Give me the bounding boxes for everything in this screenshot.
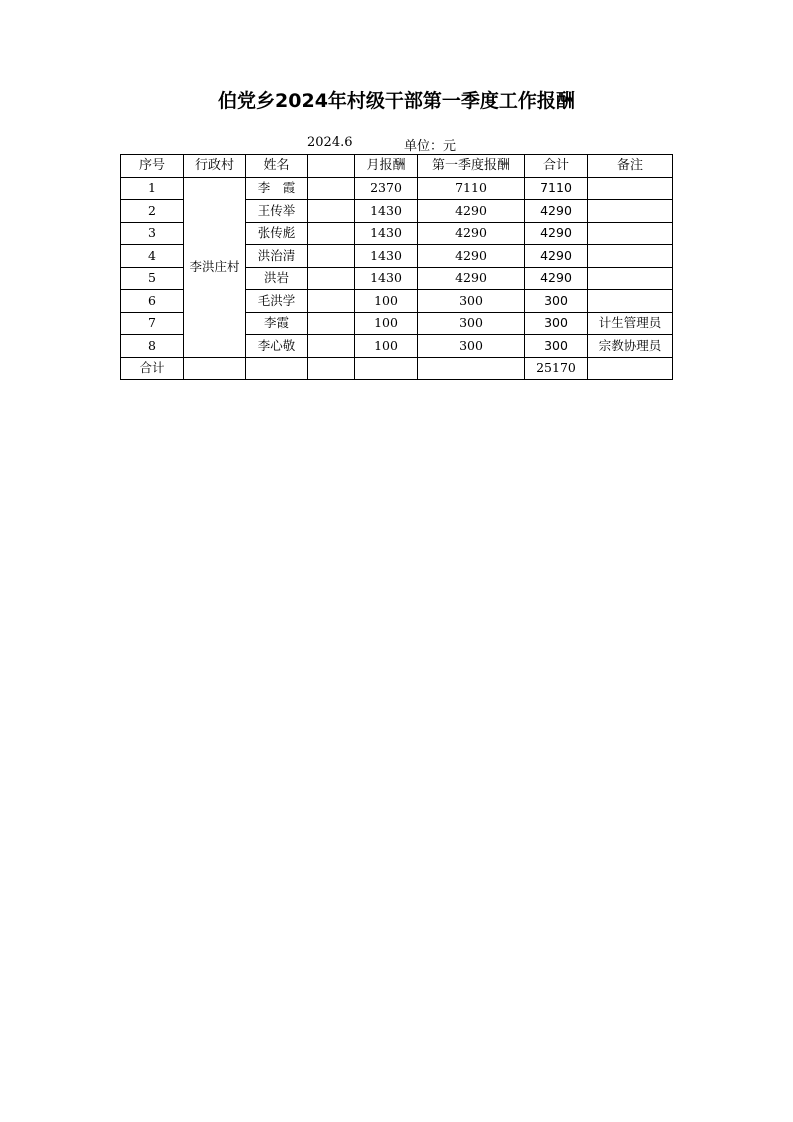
total-blank: [355, 357, 418, 380]
row-blank: [308, 245, 355, 268]
row-total: 4290: [525, 200, 588, 223]
row-note: [588, 200, 673, 223]
total-blank: [588, 357, 673, 380]
row-total: 300: [525, 335, 588, 358]
row-name: 李心敬: [246, 335, 308, 358]
row-serial-no: 2: [121, 200, 184, 223]
row-monthly-pay: 100: [355, 335, 418, 358]
row-serial-no: 4: [121, 245, 184, 268]
row-note: [588, 267, 673, 290]
row-quarter-pay: 4290: [418, 267, 525, 290]
remuneration-table: [120, 154, 673, 380]
row-quarter-pay: 300: [418, 312, 525, 335]
grand-total: 25170: [525, 357, 588, 380]
row-monthly-pay: 1430: [355, 267, 418, 290]
row-name: 张传彪: [246, 222, 308, 245]
header-serial-no: 序号: [121, 155, 184, 178]
row-total: 4290: [525, 267, 588, 290]
header-note: 备注: [588, 155, 673, 178]
row-monthly-pay: 1430: [355, 245, 418, 268]
row-name: 王传举: [246, 200, 308, 223]
row-blank: [308, 335, 355, 358]
row-blank: [308, 312, 355, 335]
row-quarter-pay: 300: [418, 290, 525, 313]
row-total: 7110: [525, 177, 588, 200]
row-blank: [308, 290, 355, 313]
row-serial-no: 1: [121, 177, 184, 200]
row-quarter-pay: 4290: [418, 222, 525, 245]
header-name: 姓名: [246, 155, 308, 178]
row-monthly-pay: 100: [355, 312, 418, 335]
row-monthly-pay: 2370: [355, 177, 418, 200]
header-quarter-pay: 第一季度报酬: [418, 155, 525, 178]
row-note: [588, 245, 673, 268]
row-quarter-pay: 4290: [418, 245, 525, 268]
row-blank: [308, 200, 355, 223]
row-serial-no: 3: [121, 222, 184, 245]
row-name: 毛洪学: [246, 290, 308, 313]
row-serial-no: 8: [121, 335, 184, 358]
row-note: [588, 177, 673, 200]
report-date: 2024.6: [307, 135, 353, 150]
row-total: 300: [525, 312, 588, 335]
total-blank: [246, 357, 308, 380]
row-name: 洪岩: [246, 267, 308, 290]
row-name: 洪治清: [246, 245, 308, 268]
table-row: [121, 177, 673, 200]
row-blank: [308, 267, 355, 290]
row-note: 宗教协理员: [588, 335, 673, 358]
row-total: 4290: [525, 222, 588, 245]
row-monthly-pay: 1430: [355, 200, 418, 223]
total-blank: [418, 357, 525, 380]
row-name: 李霞: [246, 312, 308, 335]
total-label: 合计: [121, 357, 184, 380]
total-blank: [308, 357, 355, 380]
row-blank: [308, 177, 355, 200]
header-blank: [308, 155, 355, 178]
row-monthly-pay: 1430: [355, 222, 418, 245]
row-name: 李 霞: [246, 177, 308, 200]
header-row: [121, 155, 673, 178]
row-note: [588, 290, 673, 313]
document-title: 伯党乡2024年村级干部第一季度工作报酬: [218, 90, 575, 112]
total-row: [121, 357, 673, 380]
row-quarter-pay: 4290: [418, 200, 525, 223]
village-name: 李洪庄村: [184, 177, 246, 357]
row-quarter-pay: 7110: [418, 177, 525, 200]
row-serial-no: 7: [121, 312, 184, 335]
row-total: 300: [525, 290, 588, 313]
header-monthly-pay: 月报酬: [355, 155, 418, 178]
row-blank: [308, 222, 355, 245]
total-blank: [184, 357, 246, 380]
row-total: 4290: [525, 245, 588, 268]
row-quarter-pay: 300: [418, 335, 525, 358]
row-note: 计生管理员: [588, 312, 673, 335]
row-serial-no: 5: [121, 267, 184, 290]
row-note: [588, 222, 673, 245]
currency-unit: 单位：元: [404, 139, 457, 154]
header-total: 合计: [525, 155, 588, 178]
row-serial-no: 6: [121, 290, 184, 313]
header-village: 行政村: [184, 155, 246, 178]
row-monthly-pay: 100: [355, 290, 418, 313]
